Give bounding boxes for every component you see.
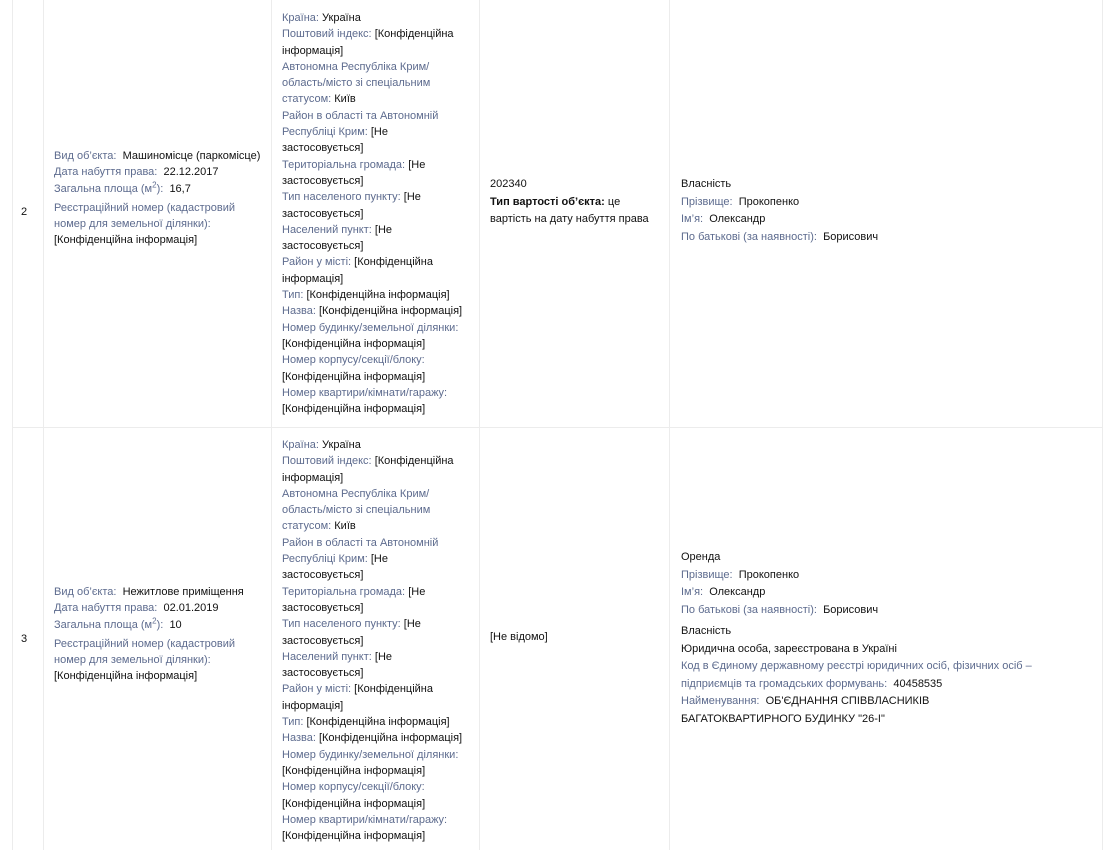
registration-number: Реєстраційний номер (кадастровий номер для земельної ділянки): [Конфіденційна інформація]	[54, 201, 235, 247]
entity-name: Найменування: ОБ'ЄДНАННЯ СПІВВЛАСНИКІВ БАГАТОКВАРТИРНОГО БУДИНКУ "26-І"	[681, 695, 930, 725]
row-number: 2	[21, 206, 28, 218]
holder-surname: Прізвище: Прокопенко	[681, 195, 800, 208]
row-number: 3	[21, 633, 28, 645]
address-district: Район в області та Автономній Республіці Крим: [Не застосовується]	[282, 109, 439, 155]
address-region: Автономна Республіка Крим/ область/місто зі спеціальним статусом: Київ	[282, 60, 431, 106]
entity-code: Код в Єдиному державному реєстрі юридичних осіб, фізичних осіб – підприємців та громадських формувань: 40458535	[681, 660, 1032, 690]
address-community: Територіальна громада: [Не застосовується]	[282, 585, 426, 614]
address-city-district: Район у місті: [Конфіденційна інформація]	[282, 256, 433, 285]
address-city-district: Район у місті: [Конфіденційна інформація]	[282, 683, 433, 712]
right-type: Власність	[681, 625, 732, 637]
column-divider	[43, 0, 44, 850]
holder-patronymic: По батькові (за наявності): Борисович	[681, 603, 879, 616]
holder-name: Ім’я: Олександр	[681, 586, 766, 598]
holder-surname: Прізвище: Прокопенко	[681, 568, 800, 581]
object-value: 202340	[490, 178, 527, 190]
object-info-cell	[54, 584, 266, 685]
address-community: Територіальна громада: [Не застосовується]	[282, 158, 426, 187]
column-divider	[271, 0, 272, 850]
acquisition-date: Дата набуття права: 02.01.2019	[54, 602, 219, 615]
address-country: Країна: Україна	[282, 439, 361, 451]
address-street-type: Тип: [Конфіденційна інформація]	[282, 289, 450, 302]
address-postal-code: Поштовий індекс: [Конфіденційна інформація]	[282, 455, 454, 484]
ownership-holder	[681, 623, 1091, 728]
object-value: [Не відомо]	[490, 631, 548, 643]
acquisition-date: Дата набуття права: 22.12.2017	[54, 166, 219, 179]
value-cell	[490, 629, 660, 645]
total-area: Загальна площа $(м^2)$: 16,7	[54, 179, 191, 195]
rights-holder-cell	[681, 176, 1091, 246]
lease-holder	[681, 549, 1091, 619]
right-type: Власність	[681, 178, 732, 190]
row-divider	[12, 427, 1103, 428]
address-street-name: Назва: [Конфіденційна інформація]	[282, 305, 463, 318]
holder-patronymic: По батькові (за наявності): Борисович	[681, 230, 879, 243]
address-region: Автономна Республіка Крим/ область/місто зі спеціальним статусом: Київ	[282, 487, 431, 533]
address-postal-code: Поштовий індекс: [Конфіденційна інформація]	[282, 28, 454, 57]
column-divider	[669, 0, 670, 850]
address-settlement: Населений пункт: [Не застосовується]	[282, 223, 393, 253]
entity-type: Юридична особа, зареєстрована в Україні	[681, 642, 897, 655]
address-building-number: Номер корпусу/секції/блоку: [Конфіденційна інформація]	[282, 781, 426, 810]
value-type: Тип вартості об’єкта: це вартість на дату набуття права	[490, 195, 649, 225]
address-cell	[282, 437, 472, 844]
address-settlement: Населений пункт: [Не застосовується]	[282, 650, 393, 680]
address-house-number: Номер будинку/земельної ділянки: [Конфіденційна інформація]	[282, 321, 459, 350]
address-street-type: Тип: [Конфіденційна інформація]	[282, 716, 450, 729]
address-street-name: Назва: [Конфіденційна інформація]	[282, 732, 463, 745]
right-type: Оренда	[681, 551, 721, 563]
address-building-number: Номер корпусу/секції/блоку: [Конфіденційна інформація]	[282, 354, 426, 383]
address-house-number: Номер будинку/земельної ділянки: [Конфіденційна інформація]	[282, 748, 459, 777]
column-divider	[479, 0, 480, 850]
object-type: Вид об’єкта: Нежитлове приміщення	[54, 586, 244, 598]
value-cell	[490, 176, 660, 229]
holder-name: Ім’я: Олександр	[681, 213, 766, 225]
address-apartment-number: Номер квартири/кімнати/гаражу: [Конфіденційна інформація]	[282, 813, 448, 843]
registration-number: Реєстраційний номер (кадастровий номер для земельної ділянки): [Конфіденційна інформація]	[54, 637, 235, 683]
object-info-cell	[54, 148, 262, 249]
object-type: Вид об’єкта: Машиномісце (паркомісце)	[54, 150, 261, 162]
address-country: Країна: Україна	[282, 12, 361, 24]
column-divider	[1102, 0, 1103, 850]
column-divider	[12, 0, 13, 850]
address-district: Район в області та Автономній Республіці Крим: [Не застосовується]	[282, 536, 439, 582]
address-settlement-type: Тип населеного пункту: [Не застосовується]	[282, 618, 421, 647]
address-apartment-number: Номер квартири/кімнати/гаражу: [Конфіденційна інформація]	[282, 386, 448, 416]
address-cell	[282, 10, 472, 417]
address-settlement-type: Тип населеного пункту: [Не застосовується]	[282, 191, 421, 220]
total-area: Загальна площа $(м^2)$: 10	[54, 615, 182, 631]
rights-holder-cell	[681, 549, 1091, 728]
